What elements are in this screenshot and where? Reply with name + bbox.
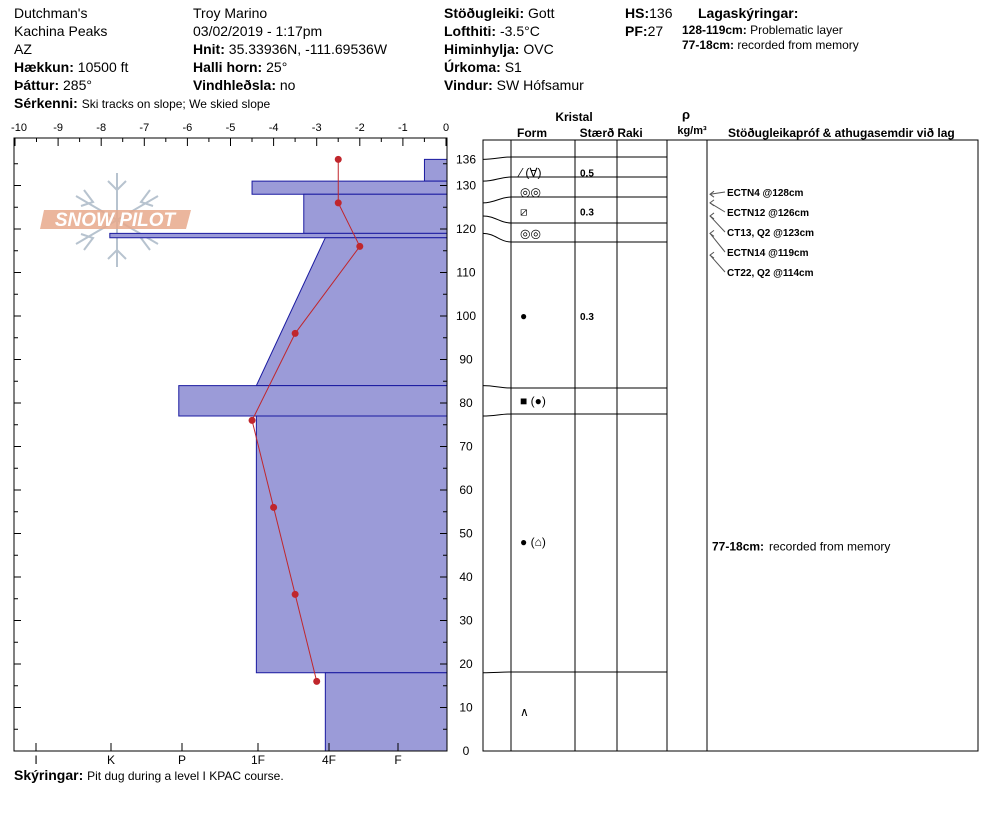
stability: Stöðugleiki: Gott xyxy=(444,5,555,21)
test-arrow xyxy=(710,255,725,272)
height-tick-label: 130 xyxy=(455,178,477,193)
hardness-tick-label: F xyxy=(394,753,402,767)
layer-connector xyxy=(483,157,511,159)
temperature-point xyxy=(292,591,299,598)
temperature-point xyxy=(335,156,342,163)
legend-item: 77-18cm: recorded from memory xyxy=(682,38,859,52)
temp-tick-label: -3 xyxy=(311,122,322,134)
stability-test-label: ECTN12 @126cm xyxy=(727,208,810,219)
features-label: Sérkenni: xyxy=(14,95,78,111)
layer-connector xyxy=(483,233,511,242)
height-tick-label: 20 xyxy=(459,657,473,671)
logo-text: SNOW PILOT xyxy=(54,210,176,231)
header-form: Form xyxy=(517,126,547,140)
temp-tick-label: -6 xyxy=(182,122,193,134)
snow-height: HS:136 xyxy=(625,5,673,21)
comment-range: 77-18cm: xyxy=(712,539,765,554)
datetime: 03/02/2019 - 1:17pm xyxy=(193,23,323,39)
layer-connector xyxy=(483,414,511,416)
height-tick-label: 50 xyxy=(459,526,473,541)
height-tick-label: 60 xyxy=(459,483,473,497)
hardness-layer xyxy=(252,181,447,194)
wind: Vindur: SW Hófsamur xyxy=(444,77,584,93)
height-tick-label: 40 xyxy=(459,570,473,584)
height-tick-label: 0 xyxy=(462,744,470,758)
crystal-form: ⁄ (∀) xyxy=(520,165,542,180)
wind-loading: Vindhleðsla: no xyxy=(193,77,296,93)
hardness-layer xyxy=(179,386,447,416)
temperature-point xyxy=(356,243,363,250)
crystal-form: ● xyxy=(520,309,528,323)
layer-connector xyxy=(483,197,511,203)
header-rho: ρ xyxy=(681,107,691,122)
height-tick-label: 120 xyxy=(455,222,477,236)
stability-test-label: ECTN4 @128cm xyxy=(727,188,804,199)
temperature-point xyxy=(313,678,320,685)
state: AZ xyxy=(14,41,32,57)
temp-tick-label: -2 xyxy=(354,122,365,134)
crystal-size: 0.3 xyxy=(580,312,594,323)
header-size: Stærð xyxy=(579,126,615,140)
slope-angle: Halli horn: 25° xyxy=(193,59,288,75)
layer-connector xyxy=(483,177,511,181)
stability-test-label: CT13, Q2 @123cm xyxy=(727,228,815,239)
crystal-form: ◎◎ xyxy=(520,226,541,241)
crystal-form: ■ (●) xyxy=(520,393,546,408)
temperature-point xyxy=(249,417,256,424)
stability-test-label: ECTN14 @119cm xyxy=(727,248,809,259)
notes-label: Skýringar: xyxy=(14,767,84,783)
test-arrowhead xyxy=(710,213,714,219)
temp-tick-label: -8 xyxy=(96,122,107,134)
hardness-tick-label: I xyxy=(34,753,38,767)
header-density-unit: kg/m³ xyxy=(677,125,707,137)
legend-item: 128-119cm: Problematic layer xyxy=(682,23,843,37)
precipitation: Úrkoma: S1 xyxy=(444,59,522,75)
height-tick-label: 136 xyxy=(455,152,477,167)
hardness-tick-label: K xyxy=(106,753,116,767)
temperature-point xyxy=(270,504,277,511)
observer: Troy Marino xyxy=(193,5,268,21)
height-tick-label: 100 xyxy=(455,309,477,323)
crystal-size: 0.5 xyxy=(580,168,594,180)
layer-connector xyxy=(483,672,511,673)
stability-test-label: CT22, Q2 @114cm xyxy=(727,268,814,279)
temp-tick-label: -5 xyxy=(225,122,236,134)
comment-text: recorded from memory xyxy=(769,539,891,554)
height-tick-label: 10 xyxy=(459,700,473,715)
site-name: Dutchman's xyxy=(14,5,88,21)
temp-tick-label: -10 xyxy=(11,122,27,134)
sky-cover: Himinhylja: OVC xyxy=(444,41,554,57)
crystal-form: ∧ xyxy=(520,704,529,719)
temp-tick-label: -4 xyxy=(268,122,279,134)
height-tick-label: 80 xyxy=(459,396,473,410)
hardness-layer xyxy=(256,238,447,386)
crystal-form: ⧄ xyxy=(520,204,528,219)
aspect: Þáttur: 285° xyxy=(14,77,92,93)
test-arrowhead xyxy=(710,230,714,236)
height-tick-label: 70 xyxy=(459,439,473,454)
crystal-form: ● (⌂) xyxy=(520,535,546,550)
layer-connector xyxy=(483,216,511,223)
features-text: Ski tracks on slope; We skied slope xyxy=(81,97,271,111)
hardness-layer xyxy=(110,233,447,237)
hardness-layer xyxy=(424,159,447,181)
test-arrowhead xyxy=(710,200,714,206)
test-arrow xyxy=(710,216,725,232)
height-tick-label: 90 xyxy=(459,352,473,367)
penetration: PF:27 xyxy=(625,23,664,39)
temp-tick-label: -1 xyxy=(398,122,408,134)
crystal-size: 0.3 xyxy=(580,207,594,219)
elevation: Hækkun: 10500 ft xyxy=(14,59,129,75)
test-arrowhead xyxy=(710,252,714,258)
snow-pilot-logo xyxy=(40,173,191,267)
temp-tick-label: -7 xyxy=(139,122,150,134)
hardness-layer xyxy=(325,673,447,751)
notes-text: Pit dug during a level I KPAC course. xyxy=(87,769,284,783)
hardness-tick-label: 1F xyxy=(250,753,266,767)
header-moisture: Raki xyxy=(617,126,643,140)
hardness-layer xyxy=(304,194,447,233)
hardness-tick-label: 4F xyxy=(321,753,337,767)
test-arrow xyxy=(710,233,725,252)
temp-tick-label: 0 xyxy=(442,122,450,134)
temperature-point xyxy=(292,330,299,337)
header-tests: Stöðugleikapróf & athugasemdir við lag xyxy=(728,126,955,140)
header-kristal: Kristal xyxy=(555,110,593,124)
location: Kachina Peaks xyxy=(14,23,108,39)
air-temp: Lofthiti: -3.5°C xyxy=(444,23,540,39)
hardness-tick-label: P xyxy=(177,753,187,767)
coordinates: Hnit: 35.33936N, -111.69536W xyxy=(193,41,388,57)
temp-tick-label: -9 xyxy=(53,122,63,134)
height-tick-label: 110 xyxy=(456,265,476,280)
footer-notes xyxy=(14,766,284,785)
hardness-layer xyxy=(256,416,447,673)
crystal-form: ◎◎ xyxy=(520,185,541,200)
legend-title: Lagaskýringar: xyxy=(698,5,799,21)
height-tick-label: 30 xyxy=(459,613,473,628)
temperature-point xyxy=(335,199,342,206)
layer-connector xyxy=(483,386,511,388)
